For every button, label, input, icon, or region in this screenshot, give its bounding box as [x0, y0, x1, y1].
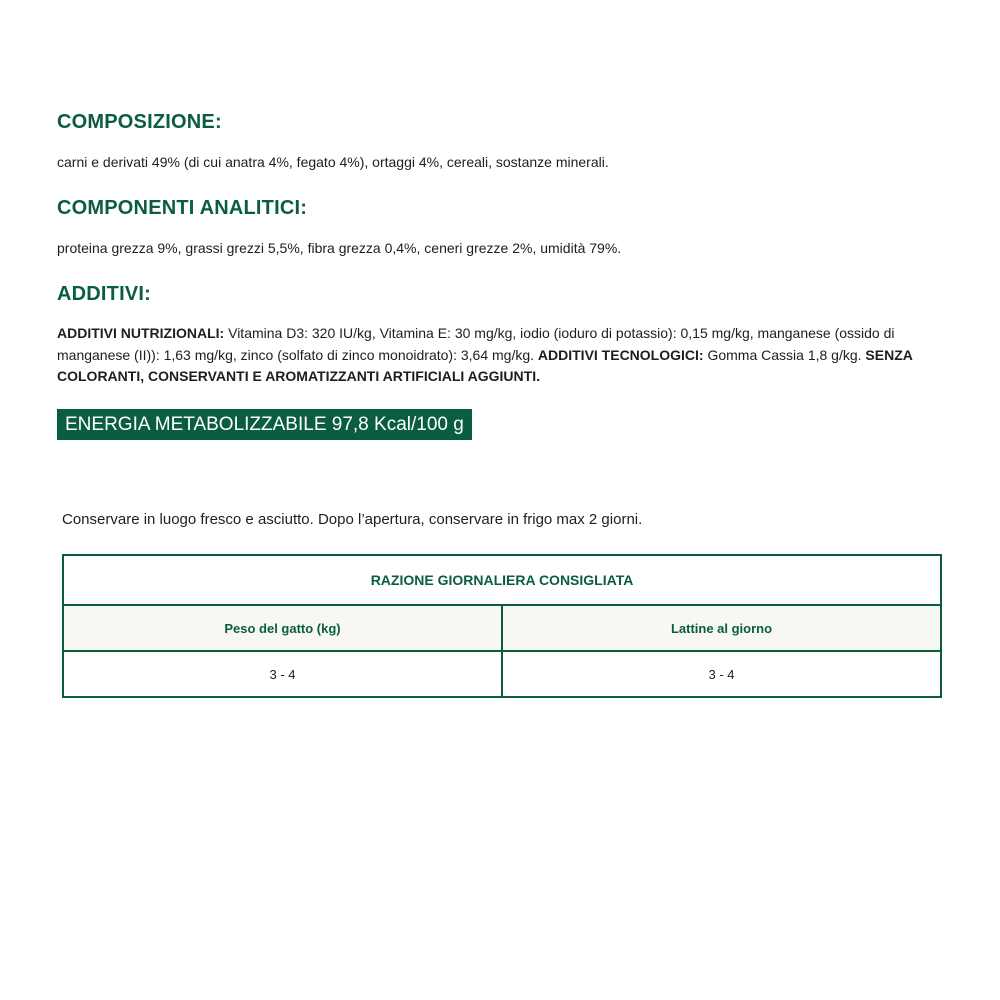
daily-ration-title: RAZIONE GIORNALIERA CONSIGLIATA: [63, 555, 941, 605]
no-artificial-additives-note: SENZA COLORANTI, CONSERVANTI E AROMATIZZANTI ARTIFICIALI AGGIUNTI.: [57, 346, 913, 384]
table-row: [63, 651, 941, 697]
additives-heading: ADDITIVI:: [57, 283, 152, 305]
nutritional-additives-text: Vitamina D3: 320 IU/kg, Vitamina E: 30 mg/kg, iodio (ioduro di potassio): 0,15 mg/kg, manganese (ossido di manganese (II)): 1,63 mg/kg, zinco (solfato di zinco monoidrato): 3,64 mg/kg.: [57, 325, 895, 363]
analytical-components-text: proteina grezza 9%, grassi grezzi 5,5%, fibra grezza 0,4%, ceneri grezze 2%, umidità 79%.: [57, 240, 622, 256]
metabolizable-energy-banner: ENERGIA METABOLIZZABILE 97,8 Kcal/100 g: [57, 409, 472, 440]
cat-weight-column-header: Peso del gatto (kg): [63, 605, 502, 651]
nutritional-additives-label: ADDITIVI NUTRIZIONALI:: [57, 325, 225, 341]
analytical-components-heading: COMPONENTI ANALITICI:: [57, 197, 308, 219]
composition-heading: COMPOSIZIONE:: [57, 111, 222, 133]
daily-ration-table: [62, 554, 942, 698]
technological-additives-text: Gomma Cassia 1,8 g/kg.: [703, 346, 866, 363]
cat-weight-cell: 3 - 4: [63, 651, 502, 697]
additives-text: [57, 323, 947, 388]
technological-additives-label: ADDITIVI TECNOLOGICI:: [537, 346, 704, 363]
composition-text: carni e derivati 49% (di cui anatra 4%, fegato 4%), ortaggi 4%, cereali, sostanze minerali.: [57, 154, 609, 170]
cans-per-day-column-header: Lattine al giorno: [502, 605, 941, 651]
cans-per-day-cell: 3 - 4: [502, 651, 941, 697]
storage-instructions: Conservare in luogo fresco e asciutto. Dopo l’apertura, conservare in frigo max 2 giorni.: [62, 511, 643, 528]
